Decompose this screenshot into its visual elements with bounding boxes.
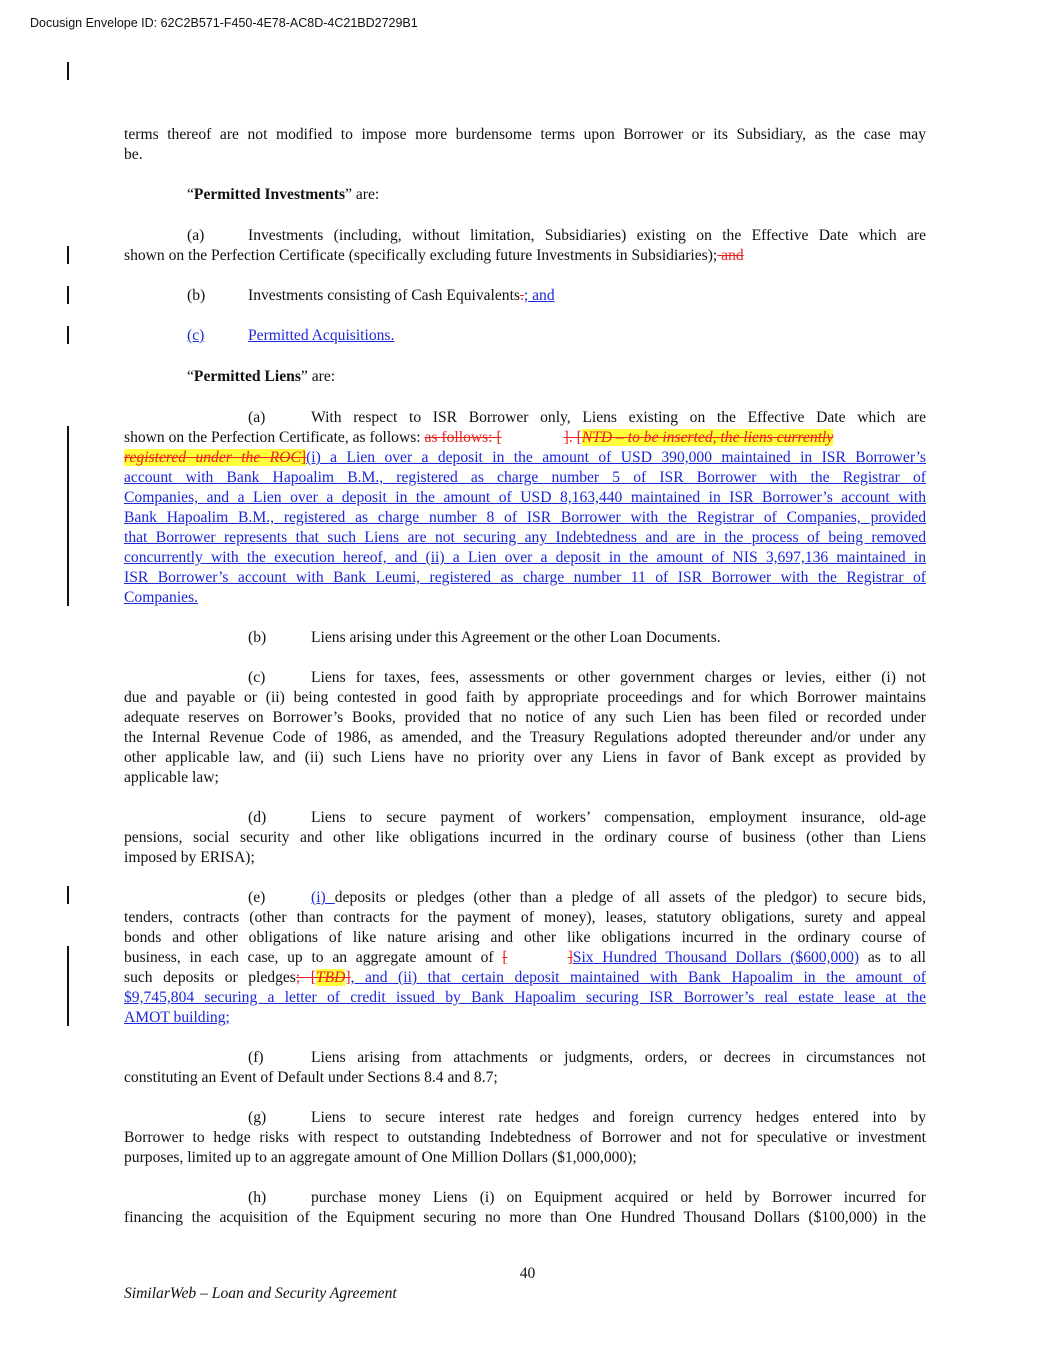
paragraph-line: imposed by ERISA); — [124, 849, 255, 866]
deleted-text: ]. [ — [563, 429, 582, 446]
inserted-text: Companies, and a Lien over a deposit in the amount of USD 8,163,440 maintained in ISR Borrower’s account with — [124, 489, 926, 506]
item-label: (f) — [248, 1049, 264, 1066]
document-footer: SimilarWeb – Loan and Security Agreement — [124, 1285, 397, 1302]
inserted-text: , and (ii) that certain deposit maintained with Bank Hapoalim in the amount of — [350, 969, 926, 986]
paragraph-line: Investments consisting of Cash Equivalents.; and — [248, 287, 555, 304]
change-bar — [67, 286, 69, 304]
paragraph-line: Liens for taxes, fees, assessments or other government charges or levies, either (i) not — [311, 669, 926, 686]
deleted-highlighted-text: NTD – to be inserted, the liens currently — [581, 429, 834, 446]
paragraph-line: Liens to secure payment of workers’ compensation, employment insurance, old-age — [311, 809, 926, 826]
paragraph-line: other applicable law, and (ii) such Liens have no priority over any Liens in favor of Bank except as provided by — [124, 749, 926, 766]
deleted-text: ; [ — [295, 969, 316, 986]
inserted-text: account with Bank Hapoalim B.M., registered as charge number 5 of ISR Borrower with the Registrar of — [124, 469, 926, 486]
paragraph-line — [124, 448, 926, 468]
inserted-text: AMOT building; — [124, 1009, 230, 1026]
paragraph-line: Liens to secure interest rate hedges and foreign currency hedges entered into by — [311, 1109, 926, 1126]
heading-permitted-liens: “Permitted Liens” are: — [187, 368, 336, 385]
paragraph-line: pensions, social security and other like obligations incurred in the ordinary course of business (other than Liens — [124, 829, 926, 846]
defined-term: Permitted Liens — [193, 368, 301, 385]
deleted-text: ] — [300, 449, 307, 466]
inserted-text: that Borrower represents that such Liens are not securing any Indebtedness and are in the process of being removed — [124, 529, 926, 546]
item-label: (b) — [187, 287, 206, 304]
paragraph-line: terms thereof are not modified to impose more burdensome terms upon Borrower or its Subsidiary, as the case may — [124, 126, 926, 143]
inserted-text: Bank Hapoalim B.M., registered as charge number 8 of ISR Borrower with the Registrar of Companies, provided — [124, 509, 926, 526]
item-label: (b) — [248, 629, 267, 646]
paragraph-line: Borrower to hedge risks with respect to outstanding Indebtedness of Borrower and not for speculative or investment — [124, 1129, 926, 1146]
paragraph-line: adequate reserves on Borrower’s Books, provided that no notice of any such Lien has been filed or recorded under — [124, 709, 926, 726]
paragraph-line: purposes, limited up to an aggregate amount of One Million Dollars ($1,000,000); — [124, 1149, 637, 1166]
paragraph-line: With respect to ISR Borrower only, Liens existing on the Effective Date which are — [311, 409, 926, 426]
item-label: (e) — [248, 889, 266, 906]
inserted-text: Companies. — [124, 589, 199, 606]
page-number: 40 — [519, 1265, 536, 1282]
change-bar — [67, 246, 69, 264]
item-label: (a) — [248, 409, 266, 426]
item-label: (g) — [248, 1109, 267, 1126]
paragraph-line: such deposits or pledges; [TBD], and (ii) that certain deposit maintained with Bank Hapoalim in the amount of — [124, 969, 926, 986]
paragraph-line: tenders, contracts (other than contracts for the payment of money), leases, statutory obligations, surety and appeal — [124, 909, 926, 926]
deleted-text: ] — [345, 969, 351, 986]
paragraph-line: Investments (including, without limitation, Subsidiaries) existing on the Effective Date which are — [248, 227, 926, 244]
paragraph-line: shown on the Perfection Certificate, as follows: as follows: [ ]. [NTD – to be inserted, the liens currently — [124, 429, 834, 446]
defined-term: Permitted Investments — [193, 186, 346, 203]
paragraph-line: financing the acquisition of the Equipment securing no more than One Hundred Thousand Dollars ($100,000) in the — [124, 1209, 926, 1226]
inserted-text: Permitted Acquisitions. — [248, 327, 395, 344]
paragraph-line: shown on the Perfection Certificate (specifically excluding future Investments in Subsidiaries); and — [124, 247, 744, 264]
item-label: (c) — [187, 327, 205, 344]
paragraph-line: the Internal Revenue Code of 1986, as amended, and the Treasury Regulations adopted thereunder and/or under any — [124, 729, 926, 746]
deleted-text: and — [717, 247, 744, 264]
inserted-text: (i) — [311, 889, 335, 906]
inserted-text: Six Hundred Thousand Dollars ($600,000) — [572, 949, 860, 966]
inserted-text: ISR Borrower’s account with Bank Leumi, registered as charge number 11 of ISR Borrower with the Registrar of — [124, 569, 926, 586]
paragraph-line: constituting an Event of Default under Sections 8.4 and 8.7; — [124, 1069, 498, 1086]
item-label: (c) — [248, 669, 266, 686]
paragraph-line: bonds and other obligations of like nature arising and other like obligations incurred in the ordinary course of — [124, 929, 926, 946]
paragraph-line: Liens arising under this Agreement or the other Loan Documents. — [311, 629, 721, 646]
item-label: (a) — [187, 227, 205, 244]
inserted-text: $9,745,804 securing a letter of credit issued by Bank Hapoalim securing ISR Borrower’s real estate lease at the — [124, 989, 926, 1006]
deleted-text: . — [520, 287, 524, 304]
deleted-highlighted-text: TBD — [315, 969, 346, 986]
paragraph-line: Liens arising from attachments or judgments, orders, or decrees in circumstances not — [311, 1049, 926, 1066]
paragraph-line: applicable law; — [124, 769, 219, 786]
paragraph-line: purchase money Liens (i) on Equipment acquired or held by Borrower incurred for — [311, 1189, 926, 1206]
change-bar — [67, 326, 69, 344]
change-bar — [67, 946, 69, 1026]
paragraph-line: business, in each case, up to an aggregate amount of [ ]Six Hundred Thousand Dollars ($600,000) as to all — [124, 949, 926, 966]
change-bar — [67, 62, 69, 80]
deleted-text: as follows: [ — [424, 429, 502, 446]
change-bar — [67, 886, 69, 904]
inserted-text: ; and — [523, 287, 555, 304]
inserted-text: concurrently with the execution hereof, and (ii) a Lien over a deposit in the amount of NIS 3,697,136 maintained in — [124, 549, 926, 566]
paragraph-line: due and payable or (ii) being contested in good faith by appropriate proceedings and for which Borrower maintains — [124, 689, 926, 706]
heading-permitted-investments: “Permitted Investments” are: — [187, 186, 380, 203]
paragraph-line: (i) deposits or pledges (other than a pledge of all assets of the pledgor) to secure bids, — [311, 889, 927, 906]
deleted-highlighted-text: registered under the ROC — [124, 449, 301, 466]
inserted-text: (i) a Lien over a deposit in the amount of USD 390,000 maintained in ISR Borrower’s — [306, 449, 926, 466]
deleted-text: ] — [567, 949, 573, 966]
item-label: (d) — [248, 809, 267, 826]
change-bar — [67, 426, 69, 606]
item-label: (h) — [248, 1189, 267, 1206]
paragraph-line: be. — [124, 146, 143, 163]
deleted-text: [ — [502, 949, 508, 966]
docusign-envelope-id: Docusign Envelope ID: 62C2B571-F450-4E78-AC8D-4C21BD2729B1 — [30, 16, 418, 30]
